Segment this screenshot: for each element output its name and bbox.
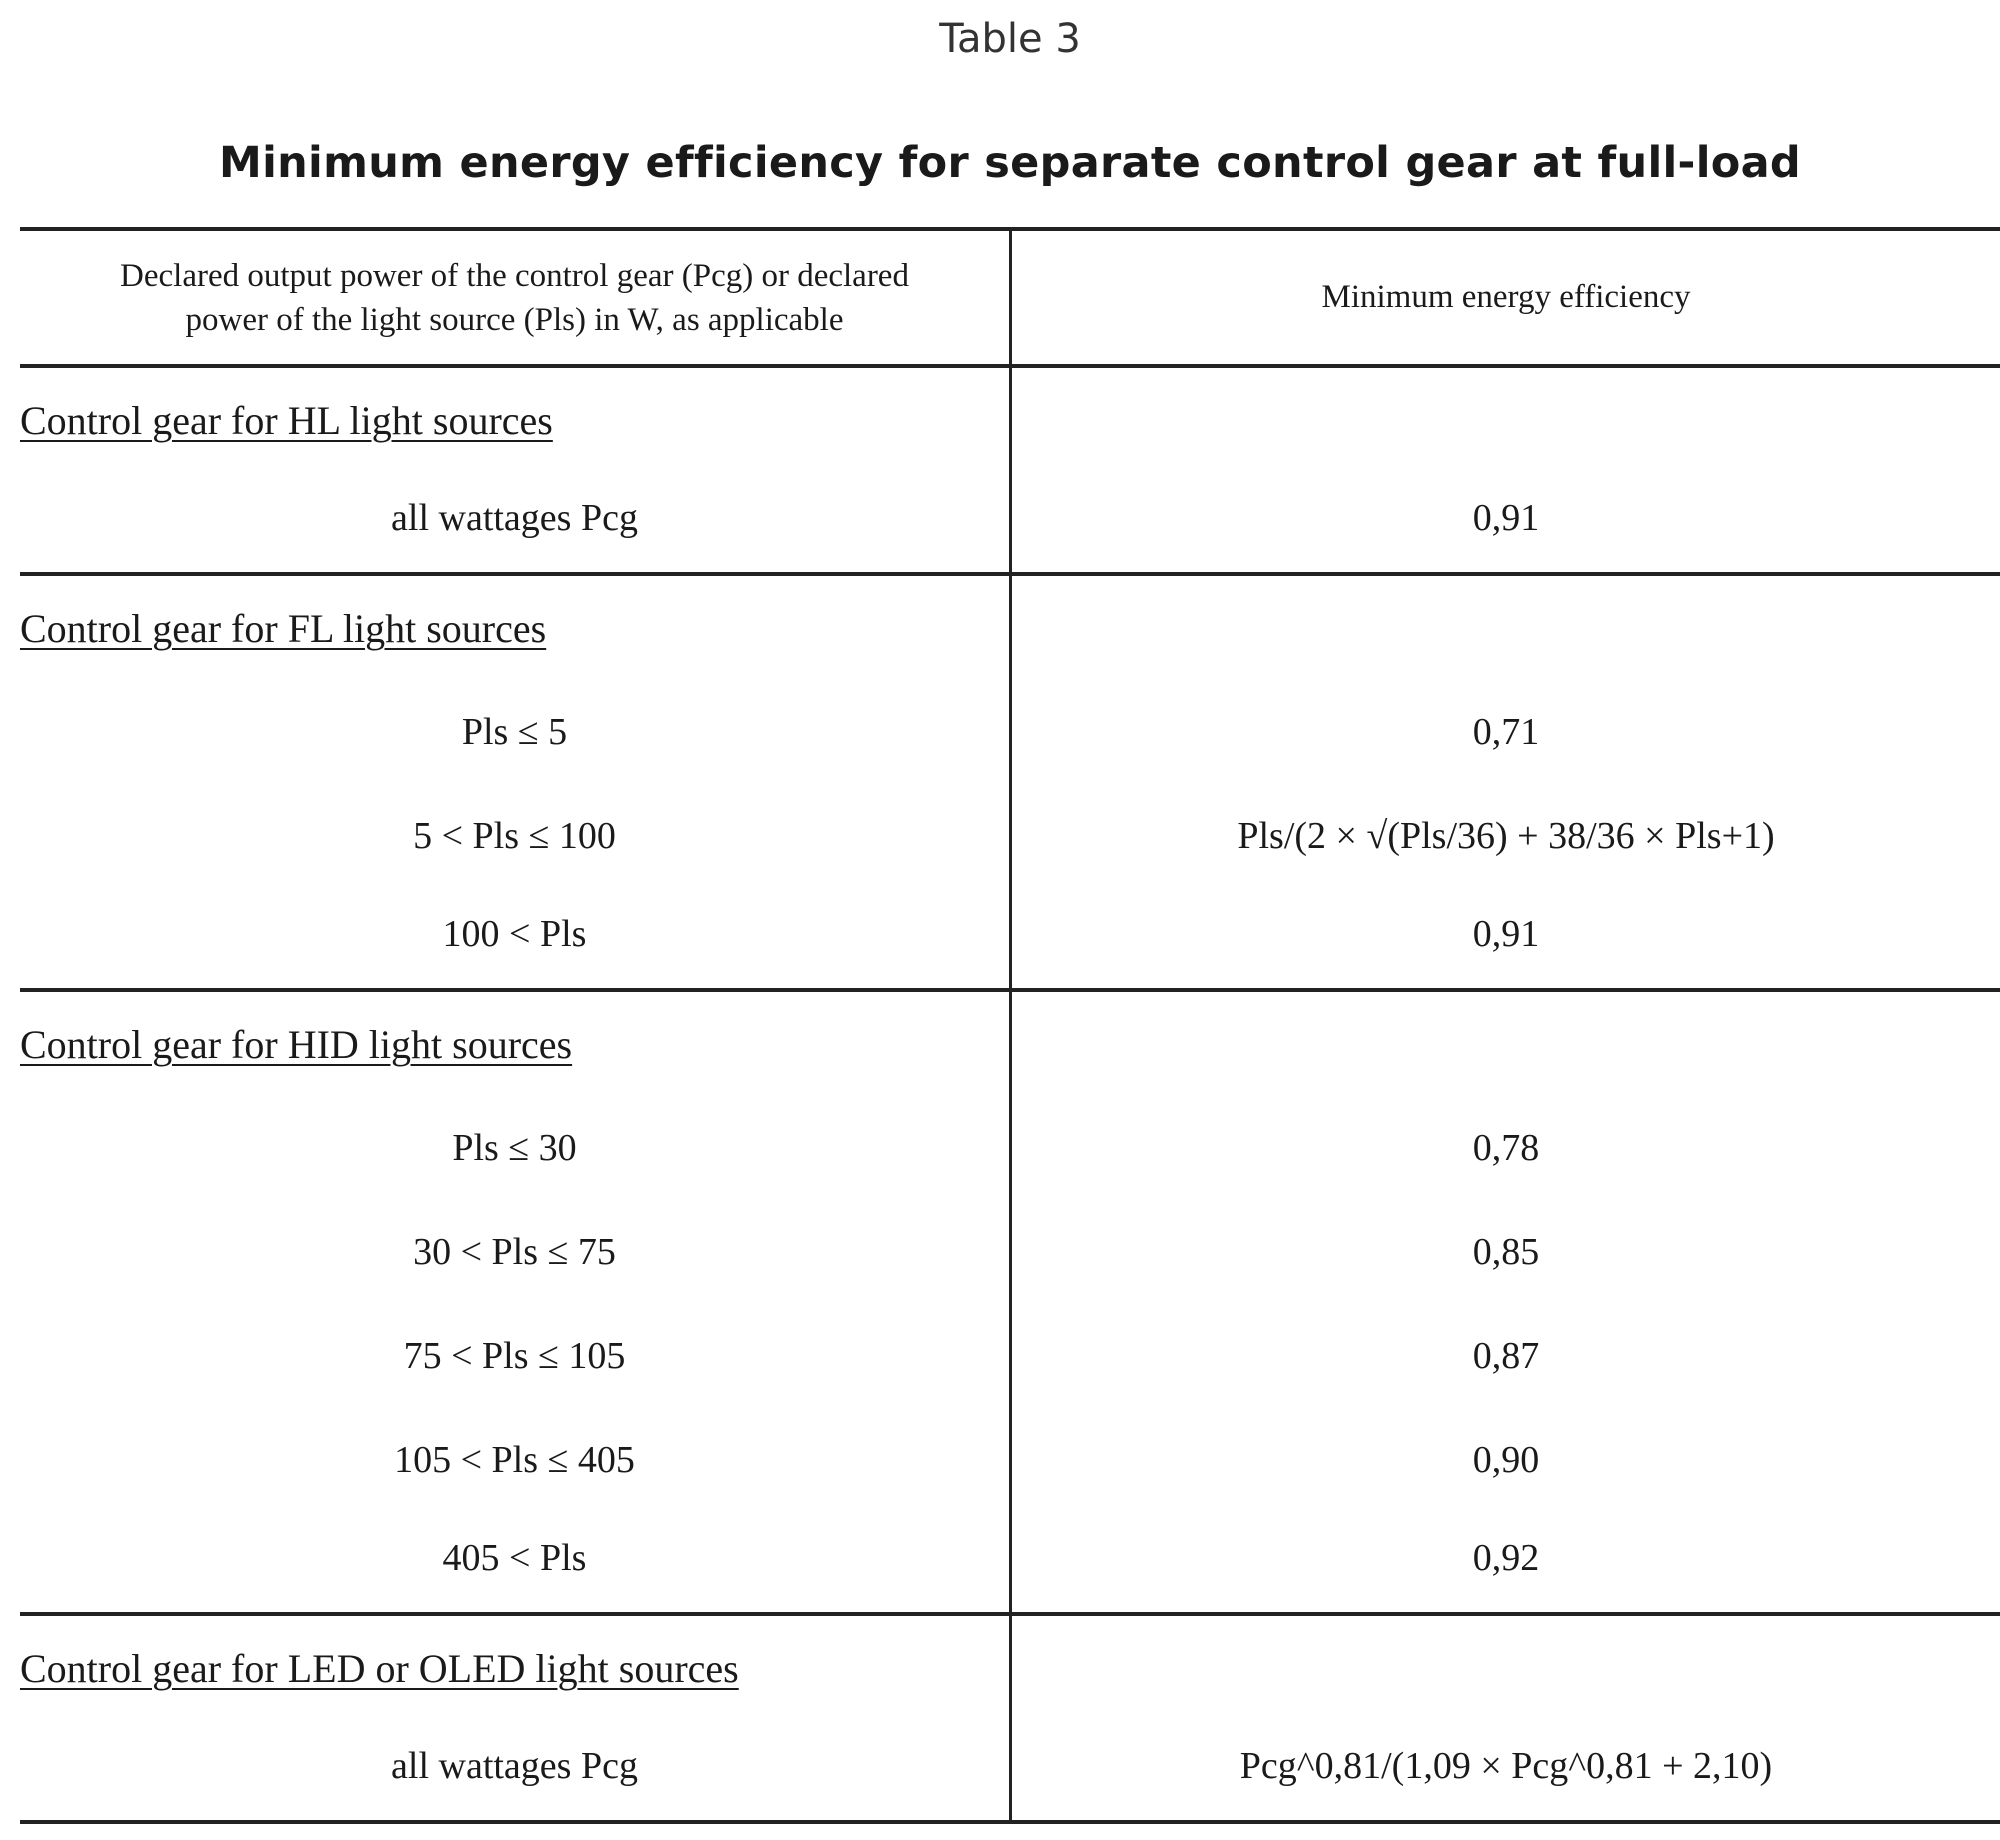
table-caption: Table 3 (939, 16, 1081, 62)
table-title: Minimum energy efficiency for separate control gear at full-load (219, 138, 1801, 188)
header-power-line2: power of the light source (Pls) in W, as applicable (185, 301, 844, 338)
efficiency-cell: 0,91 (1472, 913, 1540, 955)
efficiency-cell: 0,71 (1472, 711, 1540, 753)
condition-cell: all wattages Pcg (20, 1720, 1012, 1820)
table-row (20, 1512, 2000, 1612)
efficiency-cell: 0,87 (1472, 1335, 1540, 1377)
table-row (20, 784, 2000, 888)
section-label-hl: Control gear for HL light sources (20, 397, 553, 443)
efficiency-cell: 0,90 (1472, 1439, 1540, 1481)
condition-cell: all wattages Pcg (20, 472, 1012, 572)
table-row (20, 888, 2000, 988)
header-cell-efficiency (1012, 231, 2000, 364)
efficiency-cell: Pls/(2 × √(Pls/36) + 38/36 × Pls+1) (1237, 815, 1775, 857)
header-efficiency-label: Minimum energy efficiency (1321, 279, 1691, 315)
efficiency-cell: 0,85 (1472, 1231, 1540, 1273)
efficiency-cell: 0,78 (1472, 1127, 1540, 1169)
condition-cell: 100 < Pls (20, 888, 1012, 988)
header-cell-power (20, 231, 1012, 364)
table-row (20, 680, 2000, 784)
condition-cell: Pls ≤ 5 (20, 680, 1012, 784)
table-row (20, 1720, 2000, 1820)
table-row (20, 1304, 2000, 1408)
section-row-hid (20, 992, 2000, 1096)
condition-cell: 75 < Pls ≤ 105 (20, 1304, 1012, 1408)
table-row (20, 1408, 2000, 1512)
condition-cell: 5 < Pls ≤ 100 (20, 784, 1012, 888)
condition-cell: 405 < Pls (20, 1512, 1012, 1612)
header-power-line1: Declared output power of the control gear (Pcg) or declared (120, 257, 909, 294)
condition-cell: 30 < Pls ≤ 75 (20, 1200, 1012, 1304)
section-row-led (20, 1616, 2000, 1720)
efficiency-cell: Pcg^0,81/(1,09 × Pcg^0,81 + 2,10) (1239, 1745, 1773, 1787)
table-row (20, 472, 2000, 572)
section-label-hid: Control gear for HID light sources (20, 1021, 573, 1067)
efficiency-table (20, 227, 2000, 1824)
condition-cell: 105 < Pls ≤ 405 (20, 1408, 1012, 1512)
section-label-fl: Control gear for FL light sources (20, 605, 547, 651)
table-bottom-rule (20, 1820, 2000, 1824)
section-label-led: Control gear for LED or OLED light sources (20, 1645, 739, 1691)
efficiency-cell: 0,92 (1472, 1537, 1540, 1579)
section-row-fl (20, 576, 2000, 680)
table-header-row (20, 231, 2000, 364)
efficiency-cell: 0,91 (1472, 497, 1540, 539)
condition-cell: Pls ≤ 30 (20, 1096, 1012, 1200)
table-row (20, 1096, 2000, 1200)
table-row (20, 1200, 2000, 1304)
section-row-hl (20, 368, 2000, 472)
